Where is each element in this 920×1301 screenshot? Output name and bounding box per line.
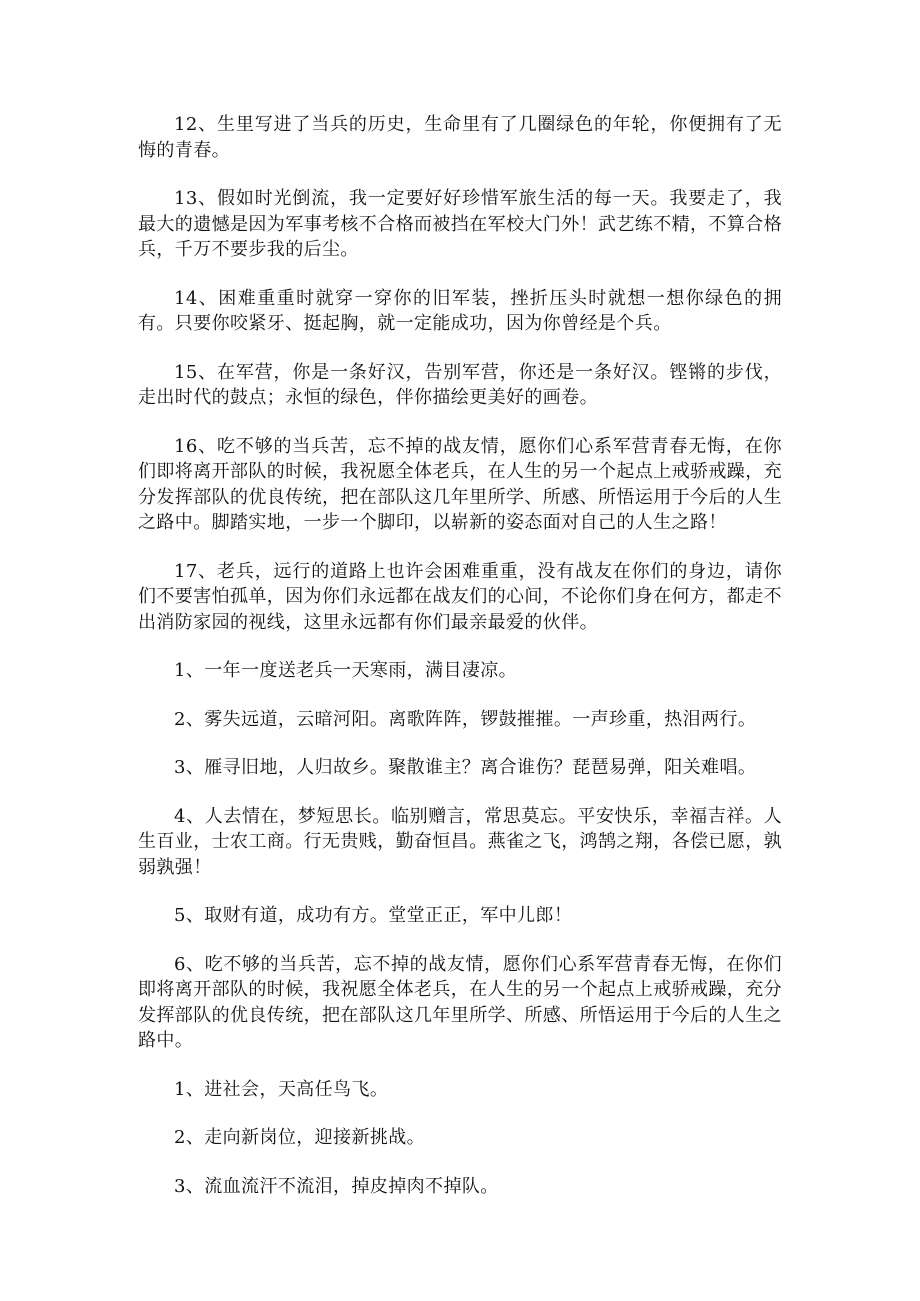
paragraph-13: 13、假如时光倒流，我一定要好好珍惜军旅生活的每一天。我要走了，我最大的遗憾是因为军事考核不合格而被挡在军校大门外！武艺练不精，不算合格兵，千万不要步我的后尘。 [138,188,782,260]
paragraph-farewell-5: 5、取财有道，成功有方。堂堂正正，军中儿郎！ [174,905,573,926]
paragraph-motto-2: 2、走向新岗位，迎接新挑战。 [174,1127,426,1148]
paragraph-farewell-4: 4、人去情在，梦短思长。临别赠言，常思莫忘。平安快乐，幸福吉祥。人生百业，士农工商。行无贵贱，勤奋恒昌。燕雀之飞，鸿鹄之翔，各偿已愿，孰弱孰强！ [138,805,782,878]
paragraph-17: 17、老兵，远行的道路上也许会困难重重，没有战友在你们的身边，请你们不要害怕孤单，因为你们永远都在战友们的心间，不论你们身在何方，都走不出消防家园的视线，这里永远都有你们最亲最爱的伙伴。 [138,560,782,633]
paragraph-motto-1: 1、进社会，天高任鸟飞。 [174,1078,389,1100]
paragraph-farewell-3: 3、雁寻旧地，人归故乡。聚散谁主？离合谁伤？琵琶易弹，阳关难唱。 [174,757,757,778]
paragraph-farewell-6: 6、吃不够的当兵苦，忘不掉的战友情，愿你们心系军营青春无悔，在你们即将离开部队的时候，我祝愿全体老兵，在人生的另一个起点上戒骄戒躁，充分发挥部队的优良传统，把在部队这几年里所学、所感、所悟运用于今后的人生之路中。 [138,953,782,1051]
paragraph-motto-3: 3、流血流汗不流泪，掉皮掉肉不掉队。 [174,1175,499,1197]
paragraph-farewell-1: 1、一年一度送老兵一天寒雨，满目凄凉。 [174,660,518,681]
paragraph-farewell-2: 2、雾失远道，云暗河阳。离歌阵阵，锣鼓摧摧。一声珍重，热泪两行。 [174,708,757,730]
paragraph-15: 15、在军营，你是一条好汉，告别军营，你还是一条好汉。铿锵的步伐，走出时代的鼓点；永恒的绿色，伴你描绘更美好的画卷。 [138,361,782,408]
paragraph-14: 14、困难重重时就穿一穿你的旧军装，挫折压头时就想一想你绿色的拥有。只要你咬紧牙、挺起胸，就一定能成功，因为你曾经是个兵。 [138,287,782,334]
paragraph-16: 16、吃不够的当兵苦，忘不掉的战友情，愿你们心系军营青春无悔，在你们即将离开部队的时候，我祝愿全体老兵，在人生的另一个起点上戒骄戒躁，充分发挥部队的优良传统，把在部队这几年里所学、所感、所悟运用于今后的人生之路中。脚踏实地，一步一个脚印，以崭新的姿态面对自己的人生之路！ [138,435,782,533]
document-body [138,112,782,1222]
paragraph-12: 12、生里写进了当兵的历史，生命里有了几圈绿色的年轮，你便拥有了无悔的青春。 [138,114,782,161]
